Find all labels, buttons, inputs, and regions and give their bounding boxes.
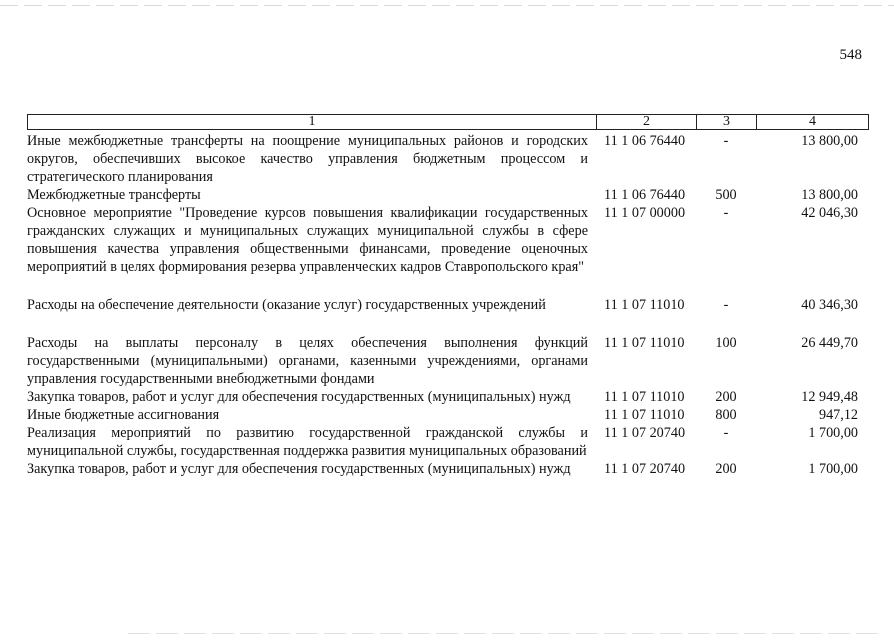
row-amount: 12 949,48: [801, 389, 858, 405]
row-description: Закупка товаров, работ и услуг для обеспечения государственных (муниципальных) нужд: [27, 461, 571, 477]
table-row: [27, 334, 869, 388]
row-amount: 26 449,70: [801, 335, 858, 351]
row-description: Иные межбюджетные трансферты на поощрение муниципальных районов и городских округов, обеспечивших высокое качество управления бюджетным процессом и стратегического планирования: [27, 133, 588, 185]
row-code: 11 1 07 20740: [604, 461, 686, 477]
row-amount: 13 800,00: [801, 187, 858, 203]
row-code: 11 1 07 11010: [604, 389, 685, 405]
row-code: 11 1 07 20740: [604, 425, 686, 441]
row-code: 11 1 07 00000: [604, 205, 686, 221]
table-row: [27, 424, 869, 460]
row-amount: 1 700,00: [808, 461, 858, 477]
row-vr: 200: [715, 389, 737, 405]
header-column-3: 3: [697, 115, 757, 129]
row-amount: 13 800,00: [801, 133, 858, 149]
row-vr: 200: [715, 461, 737, 477]
scan-bottom-edge: [128, 633, 878, 634]
table-body: [27, 132, 869, 478]
row-vr: -: [723, 133, 729, 149]
row-vr: 100: [715, 335, 737, 351]
row-vr: 800: [715, 407, 737, 423]
row-amount: 1 700,00: [808, 425, 858, 441]
table-row: [27, 204, 869, 276]
page-number: 548: [839, 47, 862, 63]
row-amount: 947,12: [818, 407, 858, 423]
header-column-4: 4: [809, 114, 816, 129]
row-code: 11 1 06 76440: [604, 133, 686, 149]
row-code: 11 1 07 11010: [604, 335, 685, 351]
budget-table: [27, 114, 869, 478]
row-description: Реализация мероприятий по развитию государственной гражданской службы и муниципальной службы, государственная поддержка развития муниципальных образований: [27, 425, 588, 459]
table-row: [27, 388, 869, 406]
row-code: 11 1 07 11010: [604, 407, 685, 423]
table-row: [27, 186, 869, 204]
row-code: 11 1 06 76440: [604, 187, 686, 203]
row-description: Расходы на выплаты персоналу в целях обеспечения выполнения функций государственными (муниципальными) органами, казенными учреждениями, органами управления государственными внебюджетными фондами: [27, 335, 588, 387]
table-row: [27, 296, 869, 314]
row-vr: -: [723, 297, 729, 313]
row-code: 11 1 07 11010: [604, 297, 685, 313]
row-description: Расходы на обеспечение деятельности (оказание услуг) государственных учреждений: [27, 297, 546, 313]
header-column-2: 2: [597, 115, 697, 129]
row-vr: -: [723, 205, 729, 221]
row-amount: 40 346,30: [801, 297, 858, 313]
table-row: [27, 460, 869, 478]
scan-top-edge: [0, 5, 894, 6]
row-description: Межбюджетные трансферты: [27, 187, 201, 203]
row-amount: 42 046,30: [801, 205, 858, 221]
header-column-1: 1: [28, 115, 597, 129]
row-description: Закупка товаров, работ и услуг для обеспечения государственных (муниципальных) нужд: [27, 389, 571, 405]
table-row: [27, 406, 869, 424]
table-header: [27, 114, 869, 130]
row-vr: -: [723, 425, 729, 441]
table-row: [27, 132, 869, 186]
row-vr: 500: [715, 187, 737, 203]
row-description: Иные бюджетные ассигнования: [27, 407, 220, 423]
row-description: Основное мероприятие "Проведение курсов повышения квалификации государственных гражданских служащих и муниципальных служащих муниципальной службы в сфере повышения качества управления общественными финансами, проведение оценочных мероприятий в целях формирования резерва управленческих кадров Ставропольского края": [27, 205, 588, 275]
